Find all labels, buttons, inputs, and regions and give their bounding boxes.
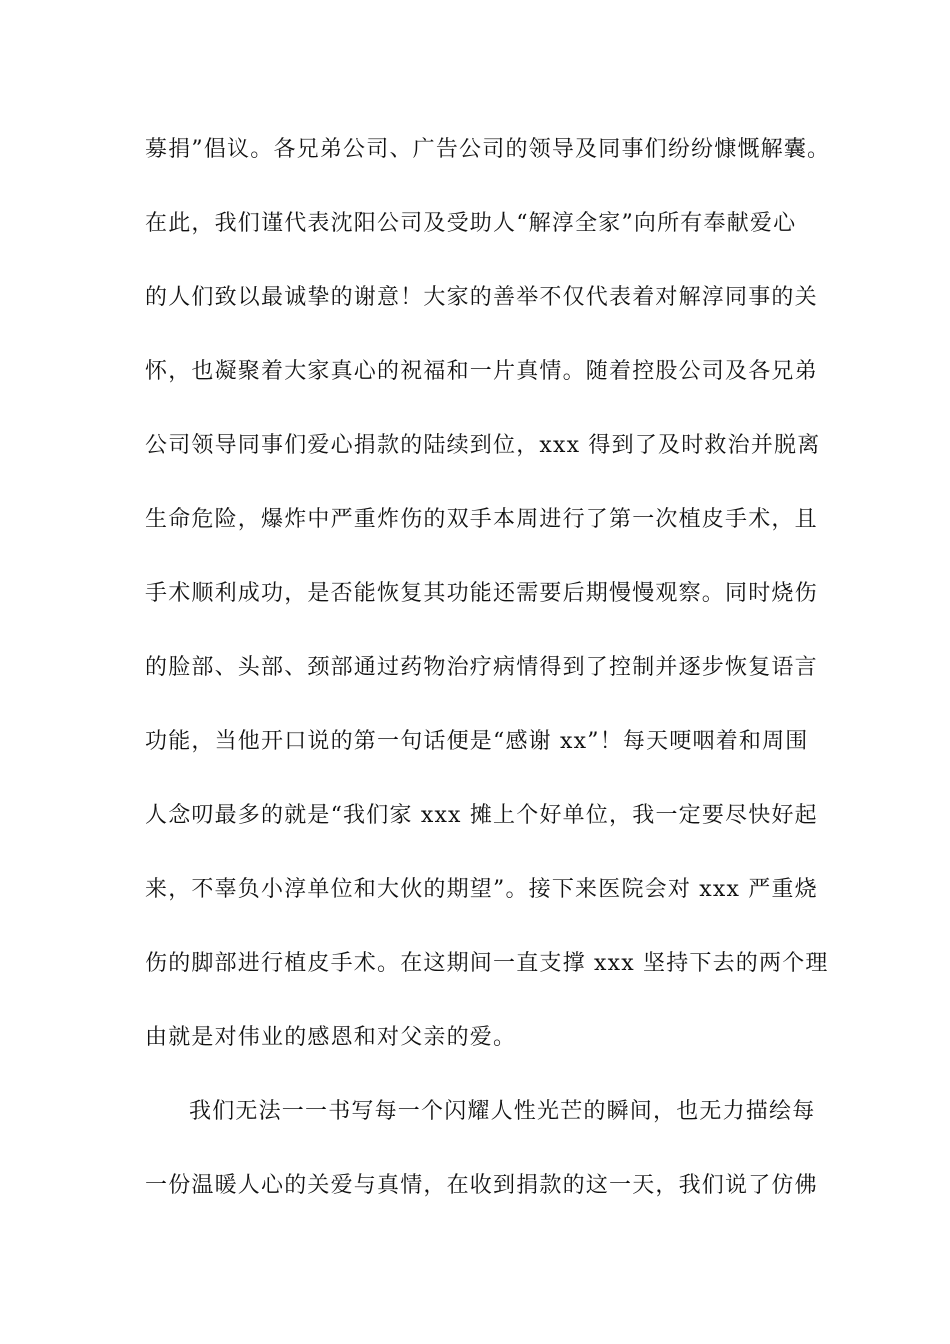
text-line: 伤的脚部进行植皮手术。在这期间一直支撑 xxx 坚持下去的两个理 xyxy=(145,951,829,976)
text-line: 的脸部、头部、颈部通过药物治疗病情得到了控制并逐步恢复语言 xyxy=(145,655,818,680)
text-line: 人念叨最多的就是“我们家 xxx 摊上个好单位，我一定要尽快好起 xyxy=(145,803,818,828)
text-line: 公司领导同事们爱心捐款的陆续到位，xxx 得到了及时救治并脱离 xyxy=(145,433,821,458)
paragraph-1 xyxy=(145,128,831,1090)
text-line: 手术顺利成功，是否能恢复其功能还需要后期慢慢观察。同时烧伤 xyxy=(145,581,818,606)
document-body xyxy=(145,128,831,1238)
text-line: 功能，当他开口说的第一句话便是“感谢 xx”！每天哽咽着和周围 xyxy=(145,729,809,754)
text-line: 生命危险，爆炸中严重炸伤的双手本周进行了第一次植皮手术，且 xyxy=(145,507,818,532)
text-line: 来，不辜负小淳单位和大伙的期望”。接下来医院会对 xxx 严重烧 xyxy=(145,877,818,902)
text-line: 募捐”倡议。各兄弟公司、广告公司的领导及同事们纷纷慷慨解囊。 xyxy=(145,137,831,162)
text-line: 一份温暖人心的关爱与真情，在收到捐款的这一天，我们说了仿佛 xyxy=(145,1173,818,1198)
paragraph-2 xyxy=(145,1090,825,1238)
text-line: 由就是对伟业的感恩和对父亲的爱。 xyxy=(145,1025,517,1050)
text-line: 在此，我们谨代表沈阳公司及受助人“解淳全家”向所有奉献爱心 xyxy=(145,211,797,236)
text-line: 怀，也凝聚着大家真心的祝福和一片真情。随着控股公司及各兄弟 xyxy=(145,359,818,384)
text-line: 的人们致以最诚挚的谢意！大家的善举不仅代表着对解淳同事的关 xyxy=(145,285,818,310)
text-line: 我们无法一一书写每一个闪耀人性光芒的瞬间，也无力描绘每 xyxy=(189,1099,816,1124)
